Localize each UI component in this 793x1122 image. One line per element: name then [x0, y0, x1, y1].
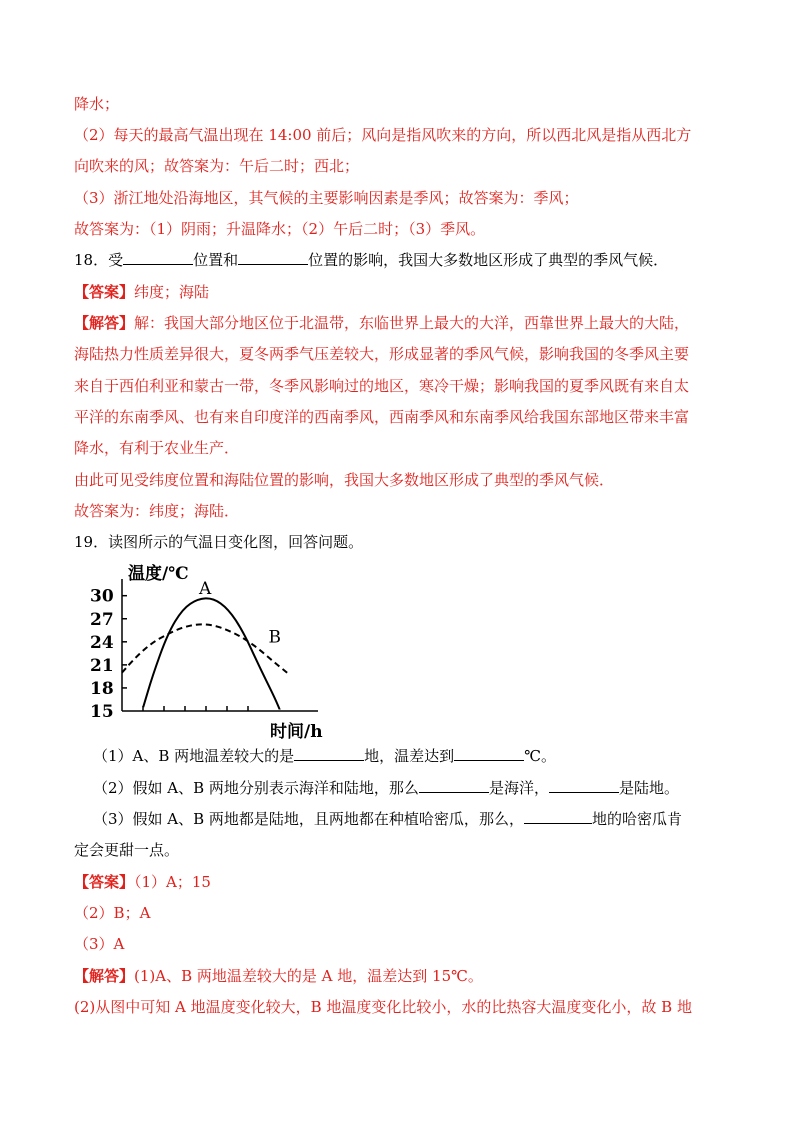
- question-19-stem: 19．读图所示的气温日变化图，回答问题。: [74, 533, 364, 551]
- question-text: ℃。: [524, 747, 556, 765]
- analysis-line: 平洋的东南季风、也有来自印度洋的西南季风，西南季风和东南季风给我国东部地区带来丰富: [74, 408, 690, 426]
- analysis-line: 海陆热力性质差异很大，夏冬两季气压差较大，形成显著的季风气候，影响我国的冬季风主要: [74, 345, 690, 363]
- answer-blank: [454, 746, 524, 761]
- y-axis-label: 温度/℃: [128, 564, 189, 584]
- answer-blank: [238, 250, 308, 265]
- answer-label: 【答案】: [74, 283, 135, 301]
- answer-line: （3）A: [74, 935, 125, 953]
- text-line: （3）浙江地处沿海地区，其气候的主要影响因素是季风；故答案为：季风；: [74, 189, 579, 207]
- series-label-B: B: [268, 627, 281, 648]
- answer-line: [74, 872, 211, 892]
- analysis-line: (2)从图中可知 A 地温度变化较大，B 地温度变化比较小，水的比热容大温度变化小，故 B 地: [74, 998, 692, 1016]
- question-text: （2）假如 A、B 两地分别表示海洋和陆地，那么: [93, 779, 419, 797]
- question-text: （1）A、B 两地温差较大的是: [93, 747, 295, 765]
- text-line: 故答案为：（1）阴雨；升温降水；（2）午后二时；（3）季风。: [74, 220, 486, 238]
- sub-question-2: [93, 778, 679, 798]
- question-text: （3）假如 A、B 两地都是陆地，且两地都在种植哈密瓜，那么，: [93, 810, 524, 828]
- series-line-A: [143, 598, 280, 709]
- temperature-chart: [80, 560, 340, 740]
- question-text: 是陆地。: [618, 779, 679, 797]
- question-text: 地，温差达到: [364, 747, 455, 765]
- text-line: （2）每天的最高气温出现在 14:00 前后；风向是指风吹来的方向，所以西北风是指从西北方: [74, 126, 692, 144]
- answer-blank: [123, 250, 193, 265]
- text-line: 向吹来的风；故答案为：午后二时；西北；: [74, 157, 360, 175]
- sub-question-3-cont: 定会更甜一点。: [74, 841, 180, 859]
- answer-line: （2）B；A: [74, 904, 151, 922]
- sub-question-1: [93, 746, 556, 766]
- answer-line: [74, 282, 209, 302]
- y-tick-label: 30: [90, 586, 114, 607]
- question-text: 是海洋，: [488, 779, 549, 797]
- series-line-B: [122, 624, 289, 674]
- text-line: 降水；: [74, 95, 120, 113]
- analysis-text: 解：我国大部分地区位于北温带，东临世界上最大的大洋，西靠世界上最大的大陆，: [134, 314, 690, 332]
- analysis-line: [74, 313, 689, 333]
- analysis-line: 降水，有利于农业生产．: [74, 439, 240, 457]
- y-tick-label: 27: [90, 609, 114, 630]
- sub-question-3: [93, 809, 682, 829]
- analysis-text: (1)A、B 两地温差较大的是 A 地，温差达到 15℃。: [134, 967, 483, 985]
- answer-label: 【答案】: [74, 873, 135, 891]
- x-axis-label: 时间/h: [270, 722, 323, 740]
- answer-blank: [419, 778, 489, 793]
- analysis-line: 来自于西伯利亚和蒙古一带，冬季风影响过的地区，寒冷干燥；影响我国的夏季风既有来自太: [74, 377, 690, 395]
- analysis-line: [74, 966, 483, 986]
- question-18: [74, 250, 668, 270]
- answer-text: 纬度；海陆: [134, 283, 210, 301]
- question-text: 位置和: [193, 251, 239, 269]
- question-text: 位置的影响，我国大多数地区形成了典型的季风气候．: [308, 251, 669, 269]
- y-tick-label: 24: [90, 632, 114, 653]
- analysis-line: 故答案为：纬度；海陆．: [74, 502, 240, 520]
- question-text: 受: [108, 251, 124, 269]
- answer-blank: [549, 778, 619, 793]
- answer-text: （1）A；15: [134, 873, 211, 891]
- y-tick-label: 18: [90, 678, 114, 699]
- analysis-label: 【解答】: [74, 967, 135, 985]
- y-tick-label: 21: [90, 655, 114, 676]
- answer-blank: [294, 746, 364, 761]
- question-number: 18．: [74, 251, 109, 269]
- series-label-A: A: [199, 578, 212, 599]
- answer-blank: [524, 809, 592, 824]
- analysis-line: 由此可见受纬度位置和海陆位置的影响，我国大多数地区形成了典型的季风气候．: [74, 471, 615, 489]
- analysis-label: 【解答】: [74, 314, 135, 332]
- question-text: 地的哈密瓜肯: [591, 810, 682, 828]
- y-tick-label: 15: [90, 702, 114, 722]
